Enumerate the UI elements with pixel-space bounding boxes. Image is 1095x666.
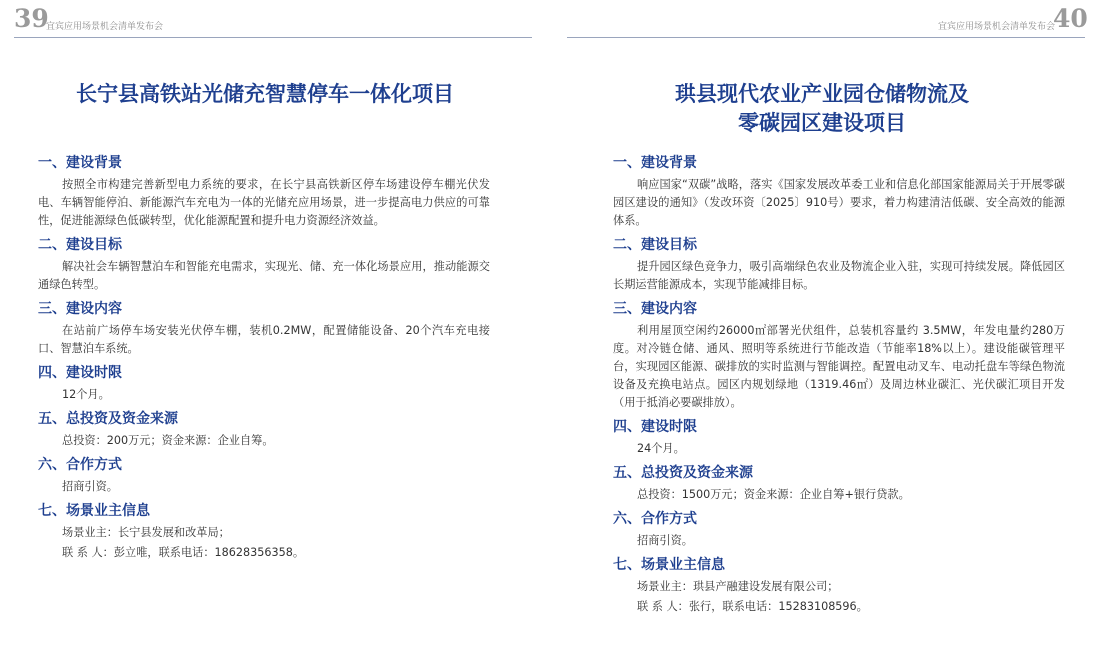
right-page-header [557, 5, 1095, 35]
owner-section [38, 502, 490, 562]
owner-line: 场景业主：珙县产融建设发展有限公司； [637, 580, 839, 593]
section-heading: 二、建设目标 [38, 237, 122, 253]
section [613, 510, 1065, 550]
section-heading: 一、建设背景 [613, 155, 697, 171]
contact-line: 联 系 人：彭立唯，联系电话：18628356358。 [62, 546, 305, 559]
owner-line: 场景业主：长宁县发展和改革局； [62, 526, 230, 539]
section-text: 24个月。 [637, 442, 685, 455]
section-text: 提升园区绿色竞争力，吸引高端绿色农业及物流企业入驻，实现可持续发展。降低园区长期运营能源成本，实现节能减排目标。 [613, 260, 1065, 291]
section-heading: 二、建设目标 [613, 237, 697, 253]
contact-line: 联 系 人：张行，联系电话：15283108596。 [637, 600, 868, 613]
section [38, 154, 490, 230]
page-number: 40 [1053, 4, 1088, 33]
left-content [38, 154, 490, 562]
page-number: 39 [14, 4, 49, 33]
section [613, 300, 1065, 412]
page-title [577, 80, 1067, 138]
section-text: 在站前广场停车场安装光伏停车棚，装机0.2MW，配置储能设备、20个汽车充电接口、智慧泊车系统。 [38, 324, 490, 355]
section-heading: 七、场景业主信息 [613, 557, 725, 573]
section [613, 464, 1065, 504]
section [613, 154, 1065, 230]
section [38, 236, 490, 294]
right-content [613, 154, 1065, 616]
section-text: 12个月。 [62, 388, 110, 401]
section-heading: 五、总投资及资金来源 [38, 411, 178, 427]
section [38, 300, 490, 358]
section [613, 236, 1065, 294]
running-title: 宜宾应用场景机会清单发布会 [46, 22, 164, 32]
section [38, 410, 490, 450]
section-text: 响应国家“双碳”战略，落实《国家发展改革委工业和信息化部国家能源局关于开展零碳园区建设的通知》（发改环资〔2025〕910号）要求，着力构建清洁低碳、安全高效的能源体系。 [613, 178, 1065, 227]
section [613, 418, 1065, 458]
section-text: 总投资：200万元；资金来源：企业自筹。 [62, 434, 274, 447]
right-page [557, 0, 1095, 666]
section-heading: 三、建设内容 [613, 301, 697, 317]
section-heading: 一、建设背景 [38, 155, 122, 171]
header-rule [567, 37, 1085, 38]
section-text: 总投资：1500万元；资金来源：企业自筹+银行贷款。 [637, 488, 910, 501]
section [38, 456, 490, 496]
section-heading: 四、建设时限 [613, 419, 697, 435]
section-text: 解决社会车辆智慧泊车和智能充电需求，实现光、储、充一体化场景应用，推动能源交通绿色转型。 [38, 260, 490, 291]
section-text: 利用屋顶空闲约26000㎡部署光伏组件，总装机容量约 3.5MW，年发电量约280万度。对冷链仓储、通风、照明等系统进行节能改造（节能率18%以上）。建设能碳管理平台，实现园区能源、碳排放的实时监测与智能调控。配置电动叉车、电动托盘车等绿色物流设备及充换电站点。园区内规划绿地（1319.46㎡）及周边林业碳汇、光伏碳汇项目开发（用于抵消必要碳排放）。 [613, 324, 1065, 409]
owner-section [613, 556, 1065, 616]
header-rule [14, 37, 532, 38]
page-title-line: 零碳园区建设项目 [738, 111, 906, 135]
section-text: 招商引资。 [62, 480, 118, 493]
running-title: 宜宾应用场景机会清单发布会 [938, 22, 1056, 32]
page-title-line: 珙县现代农业产业园仓储物流及 [675, 82, 969, 106]
section-text: 按照全市构建完善新型电力系统的要求，在长宁县高铁新区停车场建设停车棚光伏发电、车辆智能停泊、新能源汽车充电为一体的光储充应用场景，进一步提高电力供应的可靠性，促进能源绿色低碳转型，优化能源配置和提升电力资源经济效益。 [38, 178, 490, 227]
section-heading: 六、合作方式 [613, 511, 697, 527]
section-heading: 四、建设时限 [38, 365, 122, 381]
page-title: 长宁县高铁站光储充智慧停车一体化项目 [76, 82, 454, 106]
section-text: 招商引资。 [637, 534, 693, 547]
section-heading: 五、总投资及资金来源 [613, 465, 753, 481]
section-heading: 三、建设内容 [38, 301, 122, 317]
section-heading: 七、场景业主信息 [38, 503, 150, 519]
section [38, 364, 490, 404]
left-page-header [0, 5, 540, 35]
section-heading: 六、合作方式 [38, 457, 122, 473]
left-page [0, 0, 540, 666]
